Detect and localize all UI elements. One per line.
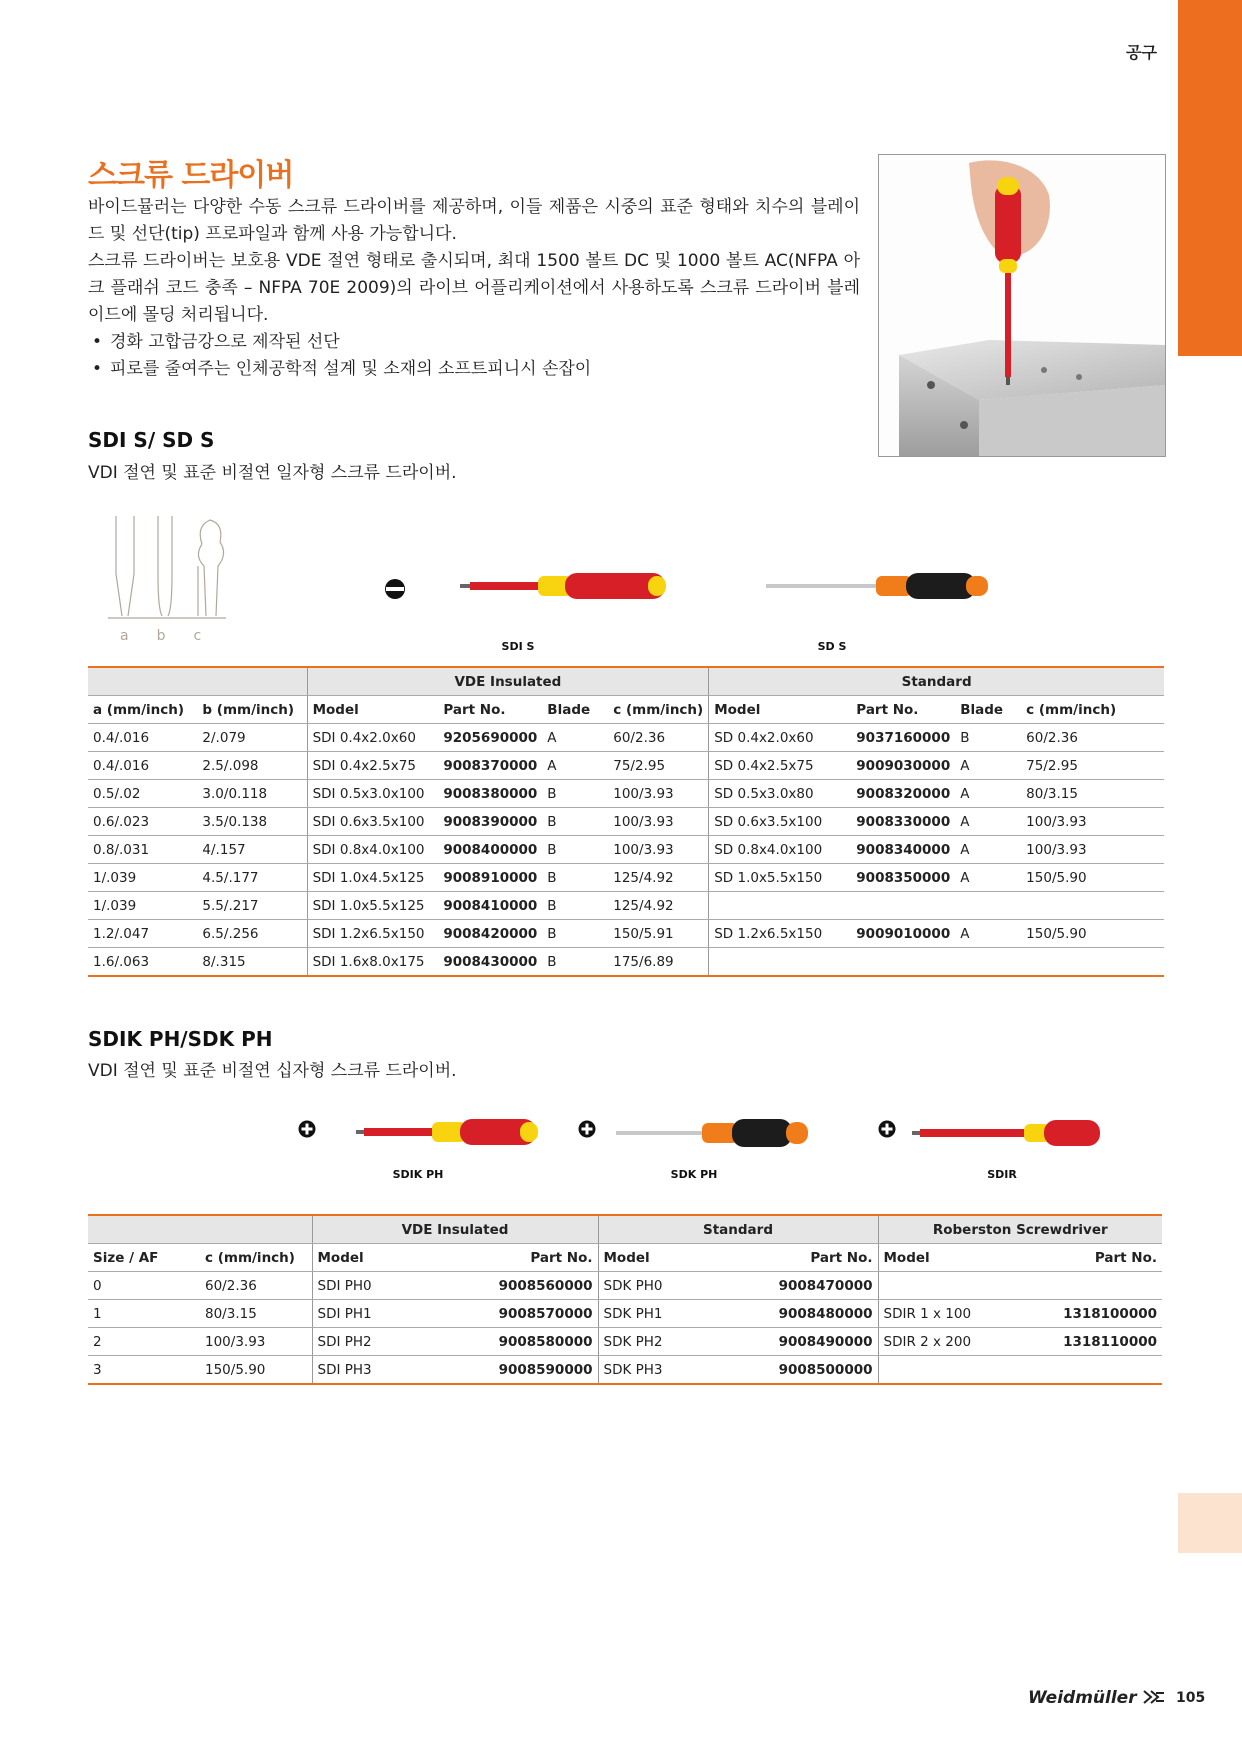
column-header: Size / AF (88, 1244, 200, 1272)
column-header: Model (709, 696, 852, 724)
table-cell: 150/5.91 (608, 920, 708, 948)
table-cell: 9008340000 (851, 836, 955, 864)
column-header: Model (598, 1244, 728, 1272)
hero-photo (878, 154, 1166, 457)
section2-subtitle: VDI 절연 및 표준 비절연 십자형 스크류 드라이버. (88, 1061, 457, 1081)
table-cell: 150/5.90 (1021, 864, 1164, 892)
table-cell: 9008470000 (728, 1272, 878, 1300)
table-cell: SDIR 2 x 200 (878, 1328, 1012, 1356)
table-cell (851, 948, 955, 977)
table-cell: 9008350000 (851, 864, 955, 892)
table-cell: 9008910000 (438, 864, 542, 892)
table-cell: 9008500000 (728, 1356, 878, 1385)
table-row (88, 752, 1164, 780)
column-header: Model (878, 1244, 1012, 1272)
table-cell: SDI PH1 (312, 1300, 452, 1328)
table-cell (709, 948, 852, 977)
intro-paragraph-2: 스크류 드라이버는 보호용 VDE 절연 형태로 출시되며, 최대 1500 볼트 DC 및 1000 볼트 AC(NFPA 아크 플래쉬 코드 충족 – NFPA 70E 2009)의 라이브 어플리케이션에서 사용하도록 스크류 드라이버 블레이드에 몰딩 처리됩니다. (88, 251, 860, 325)
table-row (88, 864, 1164, 892)
group-header: Roberston Screwdriver (878, 1215, 1162, 1244)
table-cell: B (542, 864, 608, 892)
table-cell: 9008390000 (438, 808, 542, 836)
table-cell: SDI 1.0x4.5x125 (307, 864, 438, 892)
table-cell: SDIR 1 x 100 (878, 1300, 1012, 1328)
table-cell: 80/3.15 (1021, 780, 1164, 808)
column-header: a (mm/inch) (88, 696, 197, 724)
table-cell: 100/3.93 (1021, 808, 1164, 836)
table-cell: 100/3.93 (608, 780, 708, 808)
column-header: Part No. (438, 696, 542, 724)
column-header: Blade (955, 696, 1021, 724)
table-cell: 150/5.90 (1021, 920, 1164, 948)
table-row (88, 836, 1164, 864)
product-label: SDIK PH (392, 1168, 444, 1181)
product-label: SDI S (501, 640, 535, 653)
intro-paragraph-1: 바이드뮬러는 다양한 수동 스크류 드라이버를 제공하며, 이들 제품은 시중의 표준 형태와 치수의 블레이드 및 선단(tip) 프로파일과 함께 사용 가능합니다. (88, 197, 860, 244)
table-cell: 9008410000 (438, 892, 542, 920)
table-cell: 9037160000 (851, 724, 955, 752)
table-row (88, 1356, 1162, 1385)
column-header: b (mm/inch) (197, 696, 307, 724)
table-cell: 150/5.90 (200, 1356, 312, 1385)
table-cell: 6.5/.256 (197, 920, 307, 948)
table-cell: 100/3.93 (200, 1328, 312, 1356)
feature-item: • 경화 고합금강으로 제작된 선단 (110, 329, 860, 356)
section1-title: SDI S/ SD S (88, 428, 215, 452)
slotted-tip-icon (384, 578, 406, 604)
column-header: Model (312, 1244, 452, 1272)
table-row (88, 948, 1164, 977)
table-cell: 0.6/.023 (88, 808, 197, 836)
table-cell: 2 (88, 1328, 200, 1356)
sdik-ph-image (356, 1116, 542, 1152)
table-cell (709, 892, 852, 920)
table-cell: 9009030000 (851, 752, 955, 780)
table-cell: A (955, 808, 1021, 836)
table-cell: A (955, 864, 1021, 892)
table-cell: 4.5/.177 (197, 864, 307, 892)
table-cell: B (542, 920, 608, 948)
table-cell: SD 1.2x6.5x150 (709, 920, 852, 948)
table-cell: 9008570000 (452, 1300, 598, 1328)
feature-item: • 피로를 줄여주는 인체공학적 설계 및 소재의 소프트피니시 손잡이 (110, 356, 860, 383)
sdir-image (912, 1118, 1104, 1152)
table-cell: 2.5/.098 (197, 752, 307, 780)
table-row (88, 1328, 1162, 1356)
blade-diagram (106, 514, 230, 644)
table-cell: 1.6/.063 (88, 948, 197, 977)
table-cell: 9008580000 (452, 1328, 598, 1356)
table-cell: B (542, 948, 608, 977)
column-header: Part No. (728, 1244, 878, 1272)
table-cell: 125/4.92 (608, 864, 708, 892)
table-cell: SDI 0.8x4.0x100 (307, 836, 438, 864)
table-cell: 125/4.92 (608, 892, 708, 920)
diagram-label: c (193, 628, 202, 644)
table-cell: B (542, 836, 608, 864)
table-cell: 60/2.36 (608, 724, 708, 752)
table-cell: SDI PH0 (312, 1272, 452, 1300)
column-header: Part No. (1012, 1244, 1162, 1272)
table-cell: 9008330000 (851, 808, 955, 836)
table-cell: SDK PH0 (598, 1272, 728, 1300)
table-cell: SD 1.0x5.5x150 (709, 864, 852, 892)
product-label: SDK PH (670, 1168, 718, 1181)
table-cell: B (542, 780, 608, 808)
column-header: c (mm/inch) (1021, 696, 1164, 724)
table-row (88, 808, 1164, 836)
table-cell: SDK PH1 (598, 1300, 728, 1328)
brand-logo (1028, 1688, 1165, 1708)
feature-list (88, 329, 860, 383)
section-tab (1178, 0, 1242, 356)
table-cell: 3.0/0.118 (197, 780, 307, 808)
table-cell: 2/.079 (197, 724, 307, 752)
table-cell: A (955, 920, 1021, 948)
table-cell: 9008590000 (452, 1356, 598, 1385)
table-cell: SDK PH2 (598, 1328, 728, 1356)
group-header: Standard (598, 1215, 878, 1244)
table-cell: 175/6.89 (608, 948, 708, 977)
table-cell: 1.2/.047 (88, 920, 197, 948)
table-cell: 9008370000 (438, 752, 542, 780)
table-cell: 9008480000 (728, 1300, 878, 1328)
section-label: 공구 (1126, 43, 1157, 62)
group-header: VDE Insulated (312, 1215, 598, 1244)
table-cell: 4/.157 (197, 836, 307, 864)
table-cell: SDI 1.2x6.5x150 (307, 920, 438, 948)
product-label: SDIR (987, 1168, 1017, 1181)
table-cell (955, 948, 1021, 977)
column-header: Blade (542, 696, 608, 724)
column-header: Part No. (851, 696, 955, 724)
table-cell (1012, 1356, 1162, 1385)
group-header: VDE Insulated (307, 667, 709, 696)
table-cell: SDI 1.6x8.0x175 (307, 948, 438, 977)
table-cell: 8/.315 (197, 948, 307, 977)
table-cell: SDK PH3 (598, 1356, 728, 1385)
sd-s-image (766, 570, 992, 606)
table-cell: 100/3.93 (608, 836, 708, 864)
brand-name: Weidmüller (1028, 1688, 1137, 1708)
table-cell: SD 0.6x3.5x100 (709, 808, 852, 836)
table-cell: 60/2.36 (1021, 724, 1164, 752)
table-cell: 1/.039 (88, 892, 197, 920)
table-cell: SD 0.4x2.5x75 (709, 752, 852, 780)
product-label: SD S (817, 640, 847, 653)
table-cell: SDI 0.4x2.0x60 (307, 724, 438, 752)
sdi-spec-table (88, 666, 1164, 977)
section2-title: SDIK PH/SDK PH (88, 1027, 273, 1051)
table-cell: A (955, 836, 1021, 864)
page-title: 스크류 드라이버 (88, 158, 294, 193)
table-cell: 9205690000 (438, 724, 542, 752)
table-cell (851, 892, 955, 920)
phillips-tip-icon (298, 1120, 316, 1142)
table-cell: 9008400000 (438, 836, 542, 864)
table-cell (1021, 892, 1164, 920)
table-cell: 9008490000 (728, 1328, 878, 1356)
table-cell: 1 (88, 1300, 200, 1328)
table-cell: B (542, 892, 608, 920)
table-cell: 100/3.93 (608, 808, 708, 836)
table-cell: 1318110000 (1012, 1328, 1162, 1356)
table-cell: 1318100000 (1012, 1300, 1162, 1328)
table-cell: 75/2.95 (1021, 752, 1164, 780)
section1-subtitle: VDI 절연 및 표준 비절연 일자형 스크류 드라이버. (88, 463, 457, 483)
table-cell: 3.5/0.138 (197, 808, 307, 836)
table-cell: SD 0.5x3.0x80 (709, 780, 852, 808)
table-cell: B (955, 724, 1021, 752)
diagram-label: a (120, 628, 129, 644)
robertson-tip-icon (878, 1120, 896, 1142)
table-row (88, 1272, 1162, 1300)
table-cell: 9008420000 (438, 920, 542, 948)
table-cell: B (542, 808, 608, 836)
table-cell: 9009010000 (851, 920, 955, 948)
table-cell: A (542, 752, 608, 780)
table-cell: 3 (88, 1356, 200, 1385)
table-cell: SDI PH3 (312, 1356, 452, 1385)
table-cell: A (955, 780, 1021, 808)
table-cell: 100/3.93 (1021, 836, 1164, 864)
table-cell: 0.4/.016 (88, 752, 197, 780)
table-cell: 0.8/.031 (88, 836, 197, 864)
table-cell: SDI PH2 (312, 1328, 452, 1356)
table-cell: 80/3.15 (200, 1300, 312, 1328)
phillips-tip-icon (578, 1120, 596, 1142)
table-cell: SDI 0.6x3.5x100 (307, 808, 438, 836)
table-cell (955, 892, 1021, 920)
table-row (88, 892, 1164, 920)
group-header: Standard (709, 667, 1164, 696)
table-cell: A (542, 724, 608, 752)
table-cell: A (955, 752, 1021, 780)
table-row (88, 724, 1164, 752)
table-row (88, 920, 1164, 948)
table-cell: 9008560000 (452, 1272, 598, 1300)
table-cell (1012, 1272, 1162, 1300)
column-header: Part No. (452, 1244, 598, 1272)
table-cell: 9008380000 (438, 780, 542, 808)
column-header: Model (307, 696, 438, 724)
table-cell: SDI 0.5x3.0x100 (307, 780, 438, 808)
column-header: c (mm/inch) (200, 1244, 312, 1272)
table-cell: 5.5/.217 (197, 892, 307, 920)
table-cell: SD 0.4x2.0x60 (709, 724, 852, 752)
table-row (88, 1300, 1162, 1328)
diagram-label: b (156, 628, 166, 644)
table-cell: SDI 0.4x2.5x75 (307, 752, 438, 780)
table-cell: 0.5/.02 (88, 780, 197, 808)
table-cell: 75/2.95 (608, 752, 708, 780)
table-cell: 9008320000 (851, 780, 955, 808)
table-cell (1021, 948, 1164, 977)
table-cell (878, 1272, 1012, 1300)
sdik-spec-table (88, 1214, 1162, 1385)
table-cell (878, 1356, 1012, 1385)
intro-text (88, 194, 860, 383)
table-cell: 1/.039 (88, 864, 197, 892)
table-cell: 0.4/.016 (88, 724, 197, 752)
brand-mark-icon (1143, 1689, 1165, 1705)
table-cell: 60/2.36 (200, 1272, 312, 1300)
table-row (88, 780, 1164, 808)
table-cell: SD 0.8x4.0x100 (709, 836, 852, 864)
column-header: c (mm/inch) (608, 696, 708, 724)
table-cell: 0 (88, 1272, 200, 1300)
page-number: 105 (1176, 1690, 1206, 1706)
section-tab-light (1178, 1493, 1242, 1553)
table-cell: SDI 1.0x5.5x125 (307, 892, 438, 920)
sdk-ph-image (616, 1116, 812, 1154)
sdi-s-image (460, 570, 670, 606)
table-cell: 9008430000 (438, 948, 542, 977)
